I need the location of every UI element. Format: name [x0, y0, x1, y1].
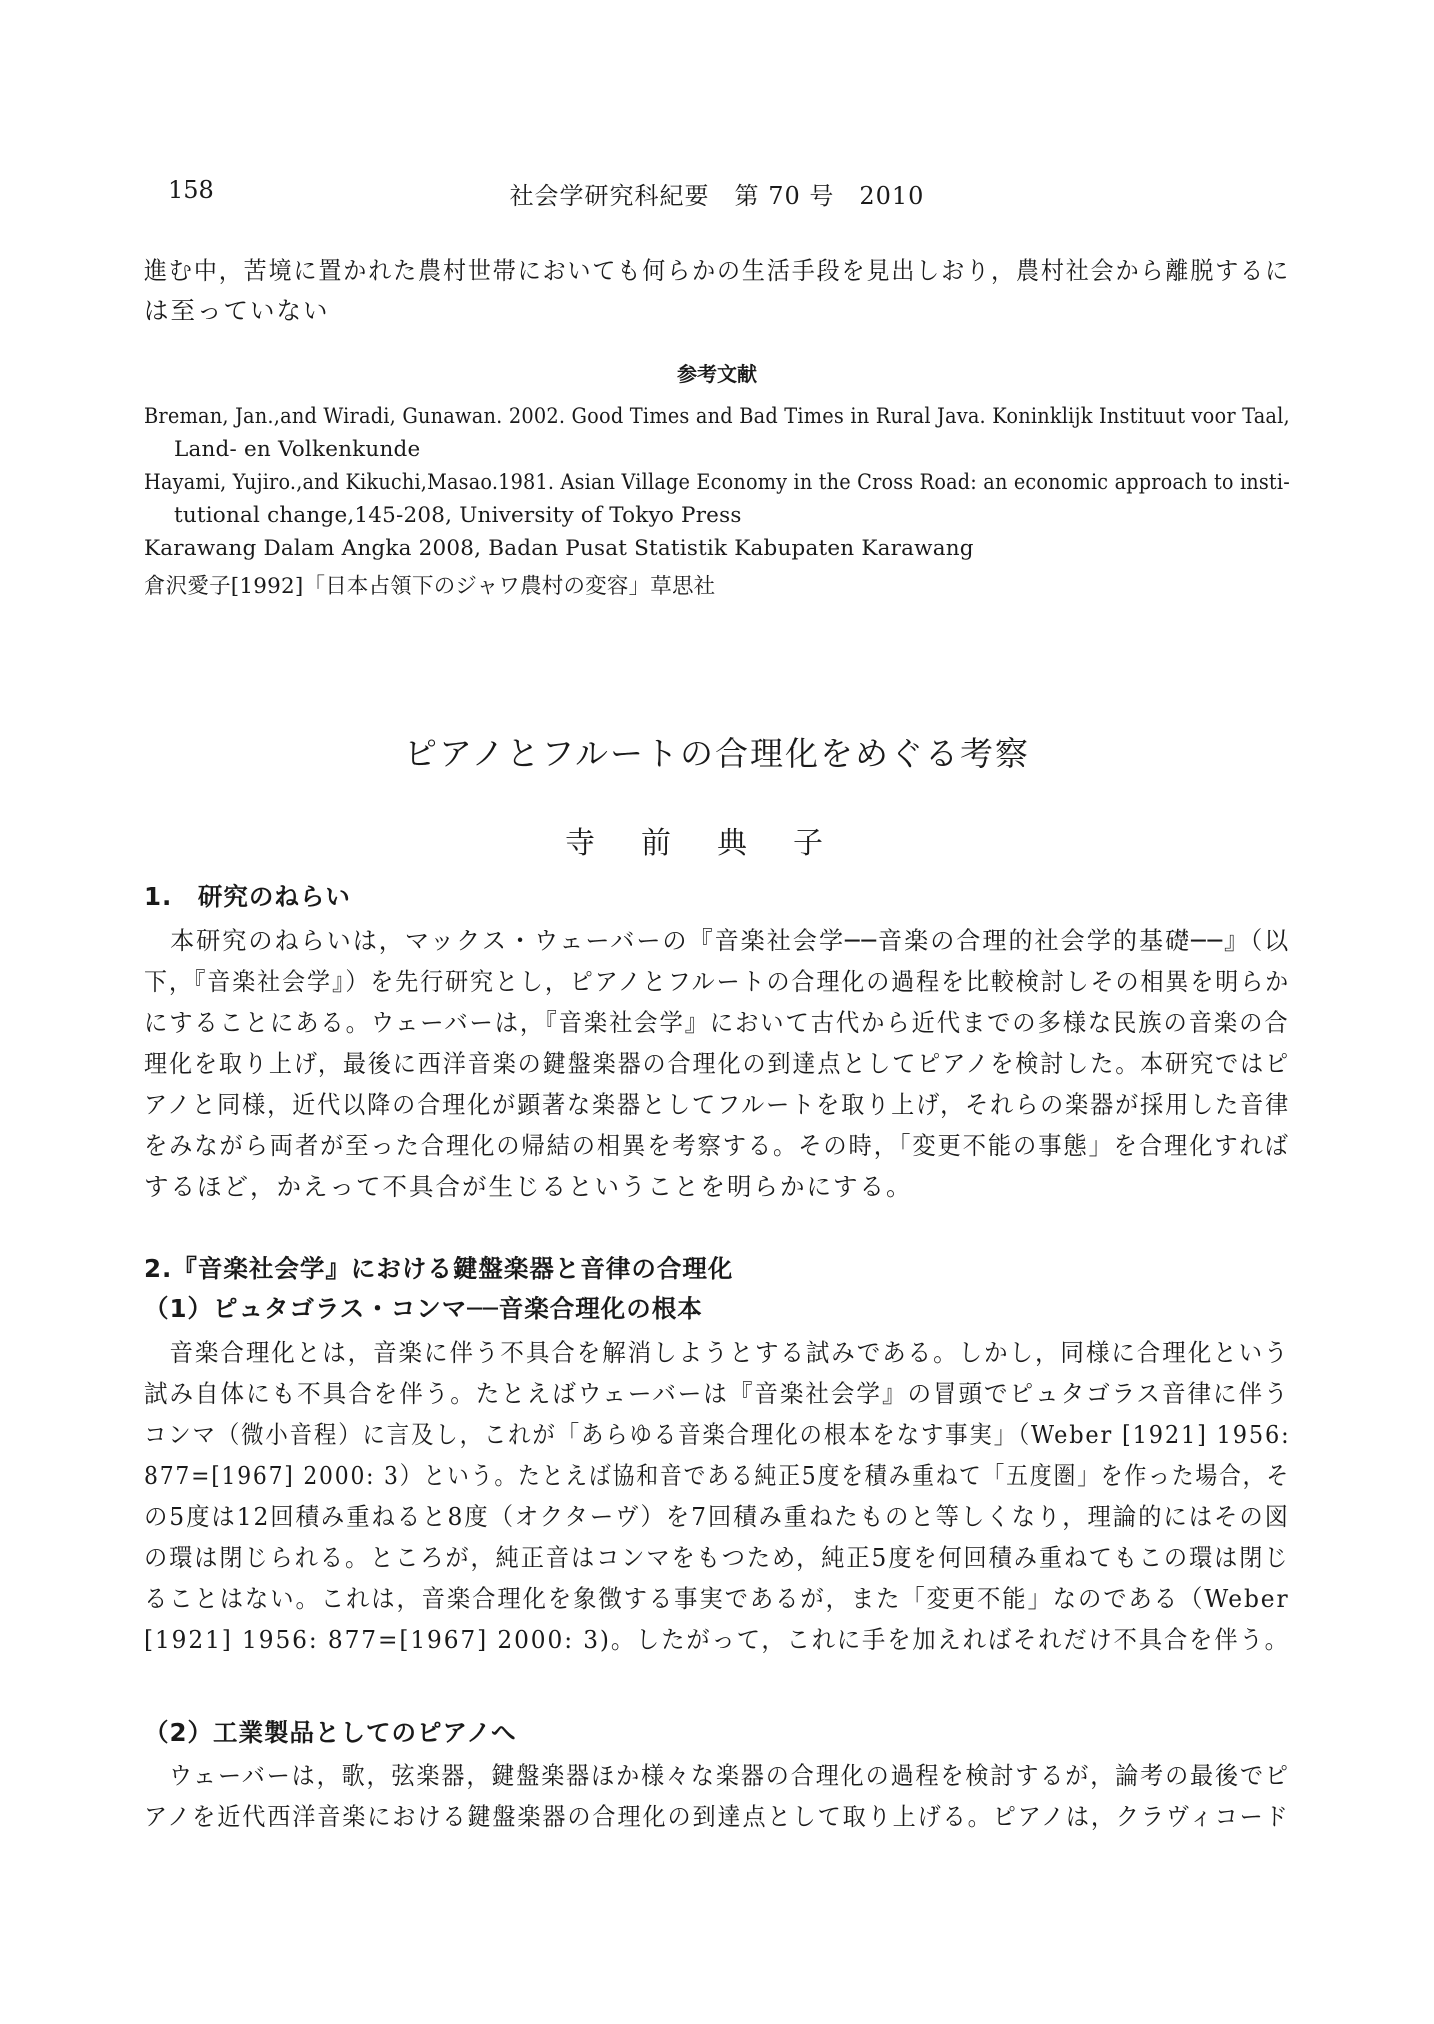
reference-line: Karawang Dalam Angka 2008, Badan Pusat Statistik Kabupaten Karawang [144, 536, 974, 561]
text-line: 試み自体にも不具合を伴う。たとえばウェーバーは『音楽社会学』の冒頭でピュタゴラス音律に伴う [144, 1379, 1290, 1408]
text-line: [1921] 1956: 877=[1967] 2000: 3)。したがって，これに手を加えればそれだけ不具合を伴う。 [144, 1625, 1290, 1654]
text-line: 本研究のねらいは，マックス・ウェーバーの『音楽社会学──音楽の合理的社会学的基礎──』（以 [144, 926, 1291, 955]
text-line: ウェーバーは，歌，弦楽器，鍵盤楽器ほか様々な楽器の合理化の過程を検討するが，論考の最後でピ [144, 1761, 1290, 1790]
text-line: 理化を取り上げ，最後に西洋音楽の鍵盤楽器の合理化の到達点としてピアノを検討した。本研究ではピ [144, 1049, 1291, 1078]
text-line: 下，『音楽社会学』）を先行研究とし，ピアノとフルートの合理化の過程を比較検討しその相異を明らか [144, 967, 1291, 996]
text-line: の5度は12回積み重ねると8度（オクターヴ）を7回積み重ねたものと等しくなり，理論的にはその図 [144, 1502, 1290, 1531]
text-line: をみながら両者が至った合理化の帰結の相異を考察する。その時，「変更不能の事態」を合理化すれば [144, 1131, 1290, 1160]
text-line: 877=[1967] 2000: 3）という。たとえば協和音である純正5度を積み重ねて「五度圏」を作った場合，そ [144, 1461, 1290, 1490]
article-title: ピアノとフルートの合理化をめぐる考察 [403, 734, 1031, 773]
author-name: 寺前典子 [565, 826, 869, 861]
text-line: ることはない。これは，音楽合理化を象徴する事実であるが，また「変更不能」なのである（Weber [144, 1584, 1290, 1613]
section-heading: 1. 研究のねらい [144, 882, 351, 911]
text-line: 進む中，苦境に置かれた農村世帯においても何らかの生活手段を見出しおり，農村社会から離脱するに [144, 256, 1290, 285]
text-line: するほど，かえって不具合が生じるということを明らかにする。 [144, 1172, 913, 1201]
text-line: は至っていない [144, 296, 330, 325]
text-line: にすることにある。ウェーバーは，『音楽社会学』において古代から近代までの多様な民族の音楽の合 [144, 1008, 1290, 1037]
reference-line: Breman, Jan.,and Wiradi, Gunawan. 2002. Good Times and Bad Times in Rural Java. Koninklijk Instituut voor Taal, [144, 404, 1290, 429]
reference-line: Land- en Volkenkunde [174, 437, 421, 462]
section-heading: 2.『音楽社会学』における鍵盤楽器と音律の合理化 [144, 1254, 734, 1283]
references-heading: 参考文献 [677, 362, 757, 386]
text-line: コンマ（微小音程）に言及し，これが「あらゆる音楽合理化の根本をなす事実」（Weber [1921] 1956: [144, 1420, 1291, 1449]
subsection-heading: （2）工業製品としてのピアノへ [144, 1718, 517, 1747]
text-line: 音楽合理化とは，音楽に伴う不具合を解消しようとする試みである。しかし，同様に合理化という [144, 1338, 1290, 1367]
running-header: 社会学研究科紀要 第 70 号 2010 [509, 182, 925, 210]
reference-line: 倉沢愛子[1992]「日本占領下のジャワ農村の変容」草思社 [144, 574, 716, 599]
page-number: 158 [168, 176, 214, 204]
text-line: の環は閉じられる。ところが，純正音はコンマをもつため，純正5度を何回積み重ねてもこの環は閉じ [144, 1543, 1290, 1572]
text-line: アノを近代西洋音楽における鍵盤楽器の合理化の到達点として取り上げる。ピアノは，クラヴィコード [144, 1802, 1290, 1831]
text-line: アノと同様，近代以降の合理化が顕著な楽器としてフルートを取り上げ，それらの楽器が採用した音律 [144, 1090, 1291, 1119]
reference-line: Hayami, Yujiro.,and Kikuchi,Masao.1981. Asian Village Economy in the Cross Road: an economic approach to insti- [144, 470, 1290, 495]
reference-line: tutional change,145-208, University of Tokyo Press [174, 503, 742, 528]
subsection-heading: （1）ピュタゴラス・コンマ──音楽合理化の根本 [144, 1294, 703, 1323]
